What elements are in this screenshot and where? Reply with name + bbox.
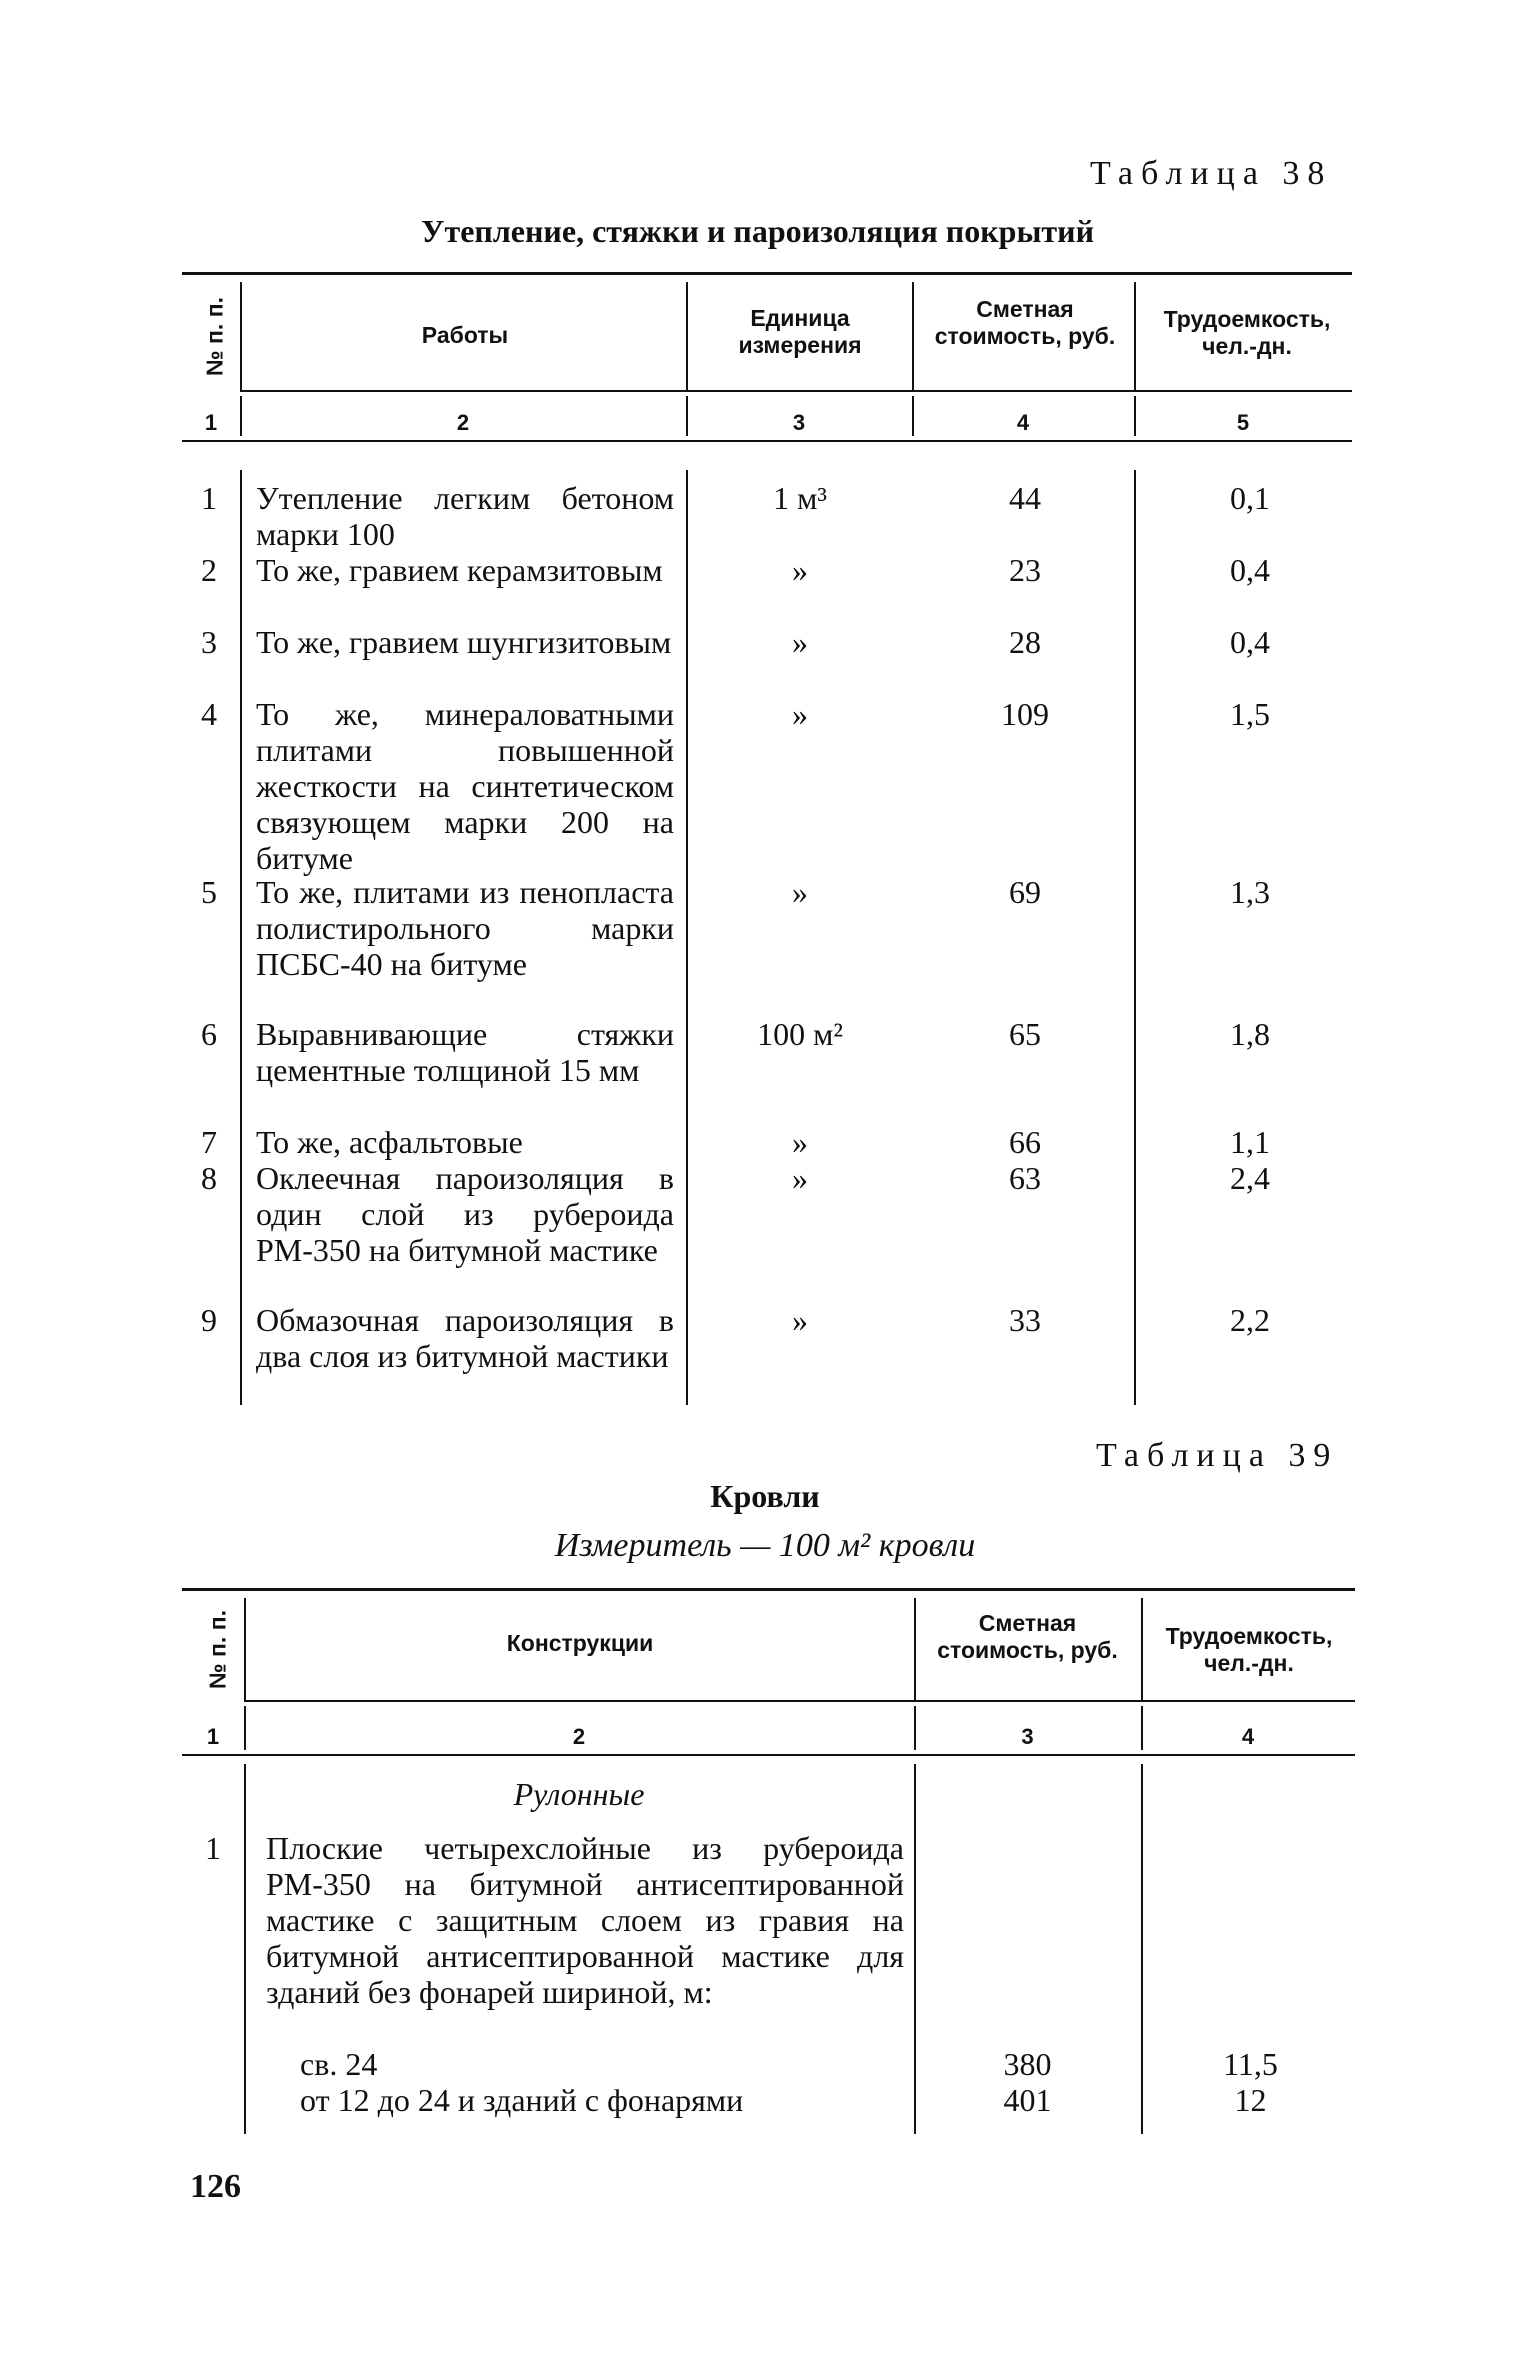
row-labor: 0,4 xyxy=(1230,624,1270,660)
table38-header-num: № п. п. xyxy=(201,297,228,376)
row-unit: » xyxy=(792,874,808,910)
table38-vrule xyxy=(686,470,688,1405)
table39-header-cost: Сметная стоимость, руб. xyxy=(937,1610,1118,1663)
sub-row-label: св. 24 xyxy=(300,2046,378,2082)
row-labor: 1,5 xyxy=(1230,696,1270,732)
row-work: Выравнивающие стяжки цементные толщиной 15 мм xyxy=(256,1016,674,1088)
row-labor: 2,4 xyxy=(1230,1160,1270,1196)
row-work: То же, минераловатными плитами повышенной жесткости на синтетическом связующем марки 200 на битуме xyxy=(256,696,674,876)
table38-colnum: 3 xyxy=(792,410,806,435)
table38-vrule xyxy=(1134,470,1136,1405)
table39-label: Таблица 39 xyxy=(1096,1437,1339,1474)
table39-colnum: 1 xyxy=(206,1724,220,1749)
row-number: 6 xyxy=(201,1016,217,1052)
row-number: 3 xyxy=(201,624,217,660)
row-work: Обмазочная пароизоляция в два слоя из битумной мастики xyxy=(256,1302,674,1374)
table38-header-labor: Трудоемкость, чел.-дн. xyxy=(1163,306,1331,359)
row-unit: 1 м³ xyxy=(773,480,827,516)
table38-label: Таблица 38 xyxy=(1090,155,1333,192)
table38-colnum: 1 xyxy=(204,410,218,435)
row-labor: 0,1 xyxy=(1230,480,1270,516)
row-work: Утепление легким бетоном марки 100 xyxy=(256,480,674,552)
table38-top-rule xyxy=(182,272,1352,275)
row-work: То же, гравием керамзитовым xyxy=(256,552,663,588)
table39-colnum: 3 xyxy=(1021,1724,1034,1749)
table39-header-num: № п. п. xyxy=(204,1610,231,1689)
table38-colnum: 5 xyxy=(1236,410,1250,435)
table39-vrule xyxy=(1141,1764,1143,2134)
table39-vrule xyxy=(244,1598,246,1700)
row-number: 7 xyxy=(201,1124,217,1160)
row-number: 1 xyxy=(205,1830,221,1866)
row-unit: 100 м² xyxy=(757,1016,843,1052)
row-unit: » xyxy=(792,1124,808,1160)
row-number: 1 xyxy=(201,480,217,516)
table38-header-cost: Сметная стоимость, руб. xyxy=(934,296,1116,349)
sub-row-labor: 12 xyxy=(1234,2082,1267,2118)
row-number: 9 xyxy=(201,1302,217,1338)
table39-colnum: 2 xyxy=(572,1724,586,1749)
row-work: То же, плитами из пенопласта полистирольного марки ПСБС-40 на битуме xyxy=(256,874,674,982)
row-cost: 33 xyxy=(1009,1302,1041,1338)
table39-title: Кровли xyxy=(710,1478,820,1514)
row-unit: » xyxy=(792,552,808,588)
table38-vrule xyxy=(240,282,242,390)
sub-row-label: от 12 до 24 и зданий с фонарями xyxy=(300,2082,744,2118)
table39-colnum-rule xyxy=(182,1754,1355,1756)
table39-header-labor: Трудоемкость, чел.-дн. xyxy=(1165,1623,1333,1676)
table39-vrule xyxy=(914,1764,916,2134)
row-cost: 44 xyxy=(1009,480,1041,516)
row-cost: 66 xyxy=(1009,1124,1041,1160)
row-cost: 109 xyxy=(1001,696,1049,732)
sub-row-cost: 380 xyxy=(1003,2046,1052,2082)
row-cost: 65 xyxy=(1009,1016,1041,1052)
row-cost: 28 xyxy=(1009,624,1041,660)
table38-colnum: 4 xyxy=(1016,410,1030,435)
table39-vrule xyxy=(244,1764,246,2134)
row-cost: 23 xyxy=(1009,552,1041,588)
table38-vrule xyxy=(912,282,914,390)
table39-header-rule xyxy=(244,1700,1355,1702)
row-unit: » xyxy=(792,624,808,660)
table38-colnum-rule xyxy=(182,440,1352,442)
row-number: 2 xyxy=(201,552,217,588)
table39-subtitle: Измеритель — 100 м² кровли xyxy=(554,1527,976,1564)
row-labor: 1,1 xyxy=(1230,1124,1270,1160)
row-number: 5 xyxy=(201,874,217,910)
table38-vrule xyxy=(1134,282,1136,390)
table38-title: Утепление, стяжки и пароизоляция покрытий xyxy=(420,213,1095,249)
row-unit: » xyxy=(792,1302,808,1338)
row-labor: 2,2 xyxy=(1230,1302,1270,1338)
table38-vrule xyxy=(240,470,242,1405)
row-work: То же, гравием шунгизитовым xyxy=(256,624,672,660)
row-unit: » xyxy=(792,1160,808,1196)
table38-vrule xyxy=(686,282,688,390)
row-construction: Плоские четырехслойные из рубероида РМ-350 на битумной антисептированной мастике с защитным слоем из гравия на битумной антисептированной мастике для зданий без фонарей шириной, м: xyxy=(266,1830,904,2010)
table39-header-construction: Конструкции xyxy=(506,1630,654,1656)
row-cost: 63 xyxy=(1009,1160,1041,1196)
section-heading: Рулонные xyxy=(513,1776,645,1812)
table38-header-work: Работы xyxy=(421,322,509,348)
table39-top-rule xyxy=(182,1588,1355,1591)
table38-colnum: 2 xyxy=(456,410,470,435)
row-work: Оклеечная пароизоляция в один слой из рубероида РМ-350 на битумной мастике xyxy=(256,1160,674,1268)
sub-row-cost: 401 xyxy=(1003,2082,1052,2118)
page-number: 126 xyxy=(190,2168,241,2205)
table39-colnum: 4 xyxy=(1241,1724,1255,1749)
row-number: 8 xyxy=(201,1160,217,1196)
row-unit: » xyxy=(792,696,808,732)
table39-vrule xyxy=(914,1598,916,1700)
row-work: То же, асфальтовые xyxy=(256,1124,523,1160)
table38-header-rule xyxy=(240,390,1352,392)
row-labor: 0,4 xyxy=(1230,552,1270,588)
sub-row-labor: 11,5 xyxy=(1223,2046,1278,2082)
row-cost: 69 xyxy=(1009,874,1041,910)
table38-header-unit: Единица измерения xyxy=(738,305,862,358)
row-labor: 1,8 xyxy=(1230,1016,1270,1052)
row-labor: 1,3 xyxy=(1230,874,1270,910)
row-number: 4 xyxy=(201,696,217,732)
